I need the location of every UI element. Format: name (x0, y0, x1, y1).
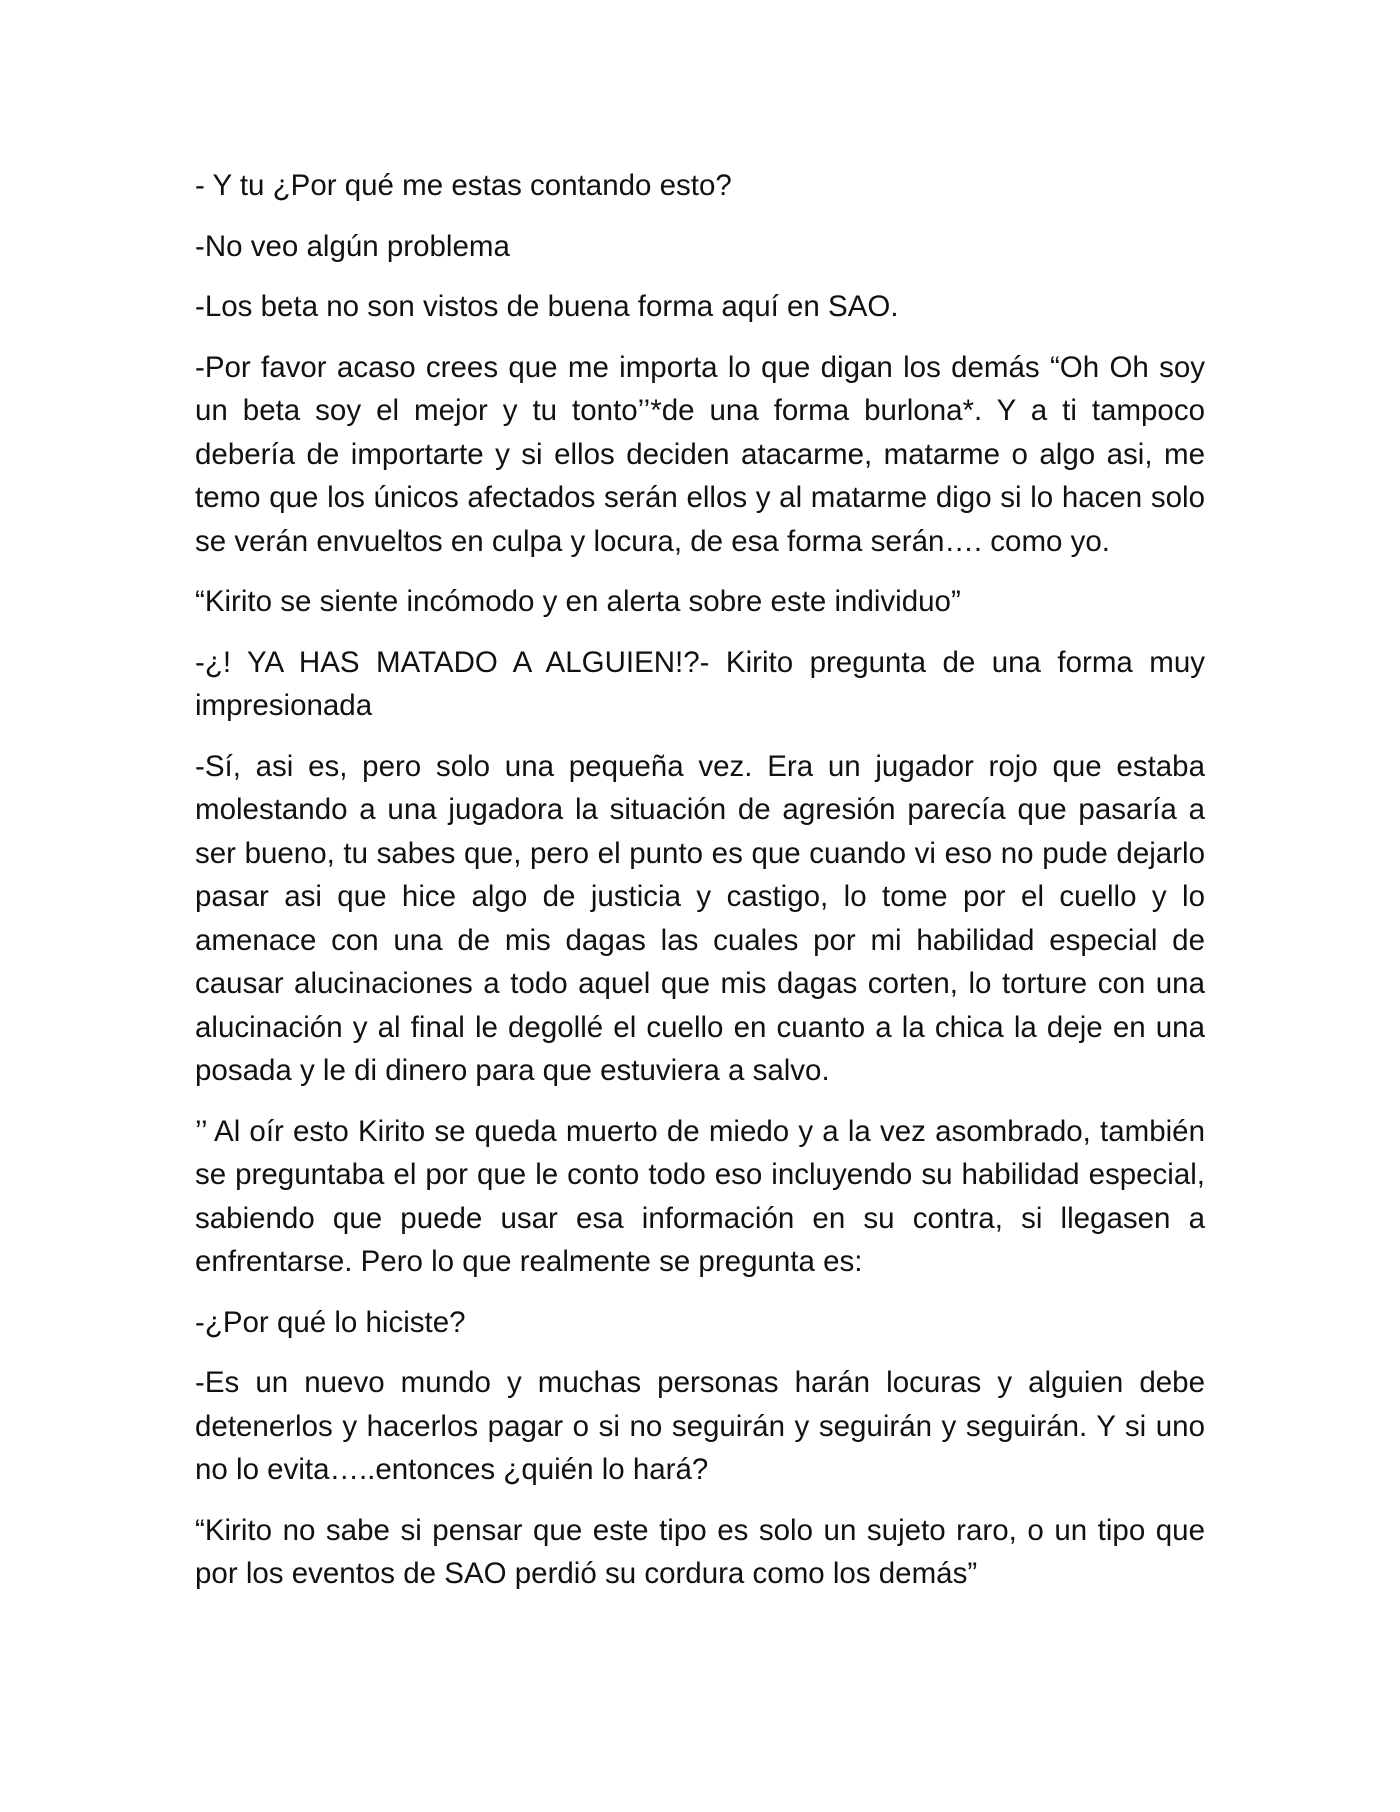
paragraph-4: -Por favor acaso crees que me importa lo que digan los demás “Oh Oh soy un beta soy el mejor y tu tonto’’*de una forma burlona*. Y a ti tampoco debería de importarte y si ellos deciden atacarme, matarme o algo asi, me temo que los únicos afectados serán ellos y al matarme digo si lo hacen solo se verán envueltos en culpa y locura, de esa forma serán…. como yo. (195, 350, 1205, 558)
paragraph-2: -No veo algún problema (195, 229, 510, 263)
paragraph-3: -Los beta no son vistos de buena forma aquí en SAO. (195, 290, 899, 323)
document-page (195, 164, 1205, 1613)
paragraph-5: “Kirito se siente incómodo y en alerta sobre este individuo” (195, 585, 961, 618)
paragraph-11: “Kirito no sabe si pensar que este tipo es solo un sujeto raro, o un tipo que por los eventos de SAO perdió su cordura como los demás” (195, 1513, 1205, 1590)
paragraph-10: -Es un nuevo mundo y muchas personas harán locuras y alguien debe detenerlos y hacerlos pagar o si no seguirán y seguirán y seguirán. Y si uno no lo evita…..entonces ¿quién lo hará? (195, 1366, 1205, 1486)
paragraph-6: -¿! YA HAS MATADO A ALGUIEN!?- Kirito pregunta de una forma muy impresionada (195, 645, 1205, 722)
paragraph-8: ’’ Al oír esto Kirito se queda muerto de miedo y a la vez asombrado, también se preguntaba el por que le conto todo eso incluyendo su habilidad especial, sabiendo que puede usar esa información en su contra, si llegasen a enfrentarse. Pero lo que realmente se pregunta es: (195, 1114, 1205, 1278)
paragraph-7: -Sí, asi es, pero solo una pequeña vez. Era un jugador rojo que estaba molestando a una jugadora la situación de agresión parecía que pasaría a ser bueno, tu sabes que, pero el punto es que cuando vi eso no pude dejarlo pasar asi que hice algo de justicia y castigo, lo tome por el cuello y lo amenace con una de mis dagas las cuales por mi habilidad especial de causar alucinaciones a todo aquel que mis dagas corten, lo torture con una alucinación y al final le degollé el cuello en cuanto a la chica la deje en una posada y le di dinero para que estuviera a salvo. (195, 749, 1205, 1087)
paragraph-9: -¿Por qué lo hiciste? (195, 1305, 466, 1339)
paragraph-1: - Y tu ¿Por qué me estas contando esto? (195, 169, 732, 202)
